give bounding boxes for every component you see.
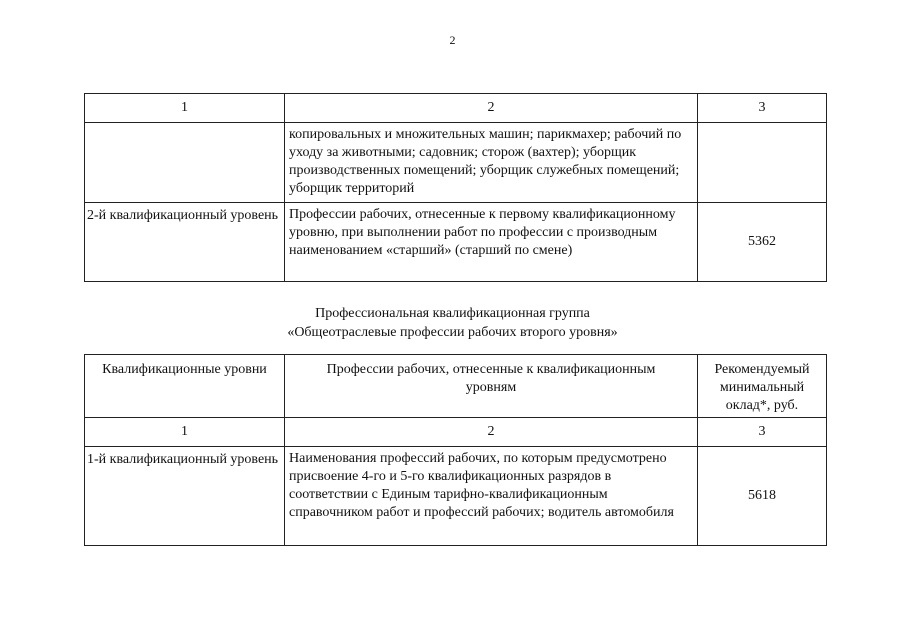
column-number-cell: 2 xyxy=(285,418,698,447)
column-number-cell: 3 xyxy=(698,94,827,123)
table-row xyxy=(85,123,827,203)
description-cell: Наименования профессий рабочих, по которым предусмотрено присвоение 4-го и 5-го квалификационных разрядов в соответствии с Единым тарифно-квалификационным справочником работ и профессий рабочих; водитель автомобиля xyxy=(285,447,698,546)
page-number: 2 xyxy=(449,33,456,47)
header-cell: Рекомендуемый минимальный оклад*, руб. xyxy=(698,355,827,418)
column-number-cell: 1 xyxy=(85,418,285,447)
qualification-table xyxy=(84,354,827,546)
group-heading xyxy=(0,304,905,342)
header-row xyxy=(85,355,827,418)
description-cell: Профессии рабочих, отнесенные к первому квалификационному уровню, при выполнении работ по профессии с производным наименованием «старший» (старший по смене) xyxy=(285,203,698,282)
group-heading-line: «Общеотраслевые профессии рабочих второго уровня» xyxy=(287,325,618,340)
level-cell-empty xyxy=(85,123,285,203)
column-number-cell: 1 xyxy=(85,94,285,123)
column-number-cell: 2 xyxy=(285,94,698,123)
table-row xyxy=(85,203,827,282)
qualification-table-continued xyxy=(84,93,827,282)
header-cell: Профессии рабочих, отнесенные к квалификационным уровням xyxy=(285,355,698,418)
group-heading-line: Профессиональная квалификационная группа xyxy=(315,306,590,321)
salary-cell: 5618 xyxy=(698,447,827,546)
description-cell: копировальных и множительных машин; парикмахер; рабочий по уходу за животными; садовник; сторож (вахтер); уборщик производственных помещений; уборщик служебных помещений; уборщик территорий xyxy=(285,123,698,203)
header-cell: Квалификационные уровни xyxy=(85,355,285,418)
column-number-row xyxy=(85,94,827,123)
level-cell: 2-й квалификационный уровень xyxy=(85,203,285,282)
table-row xyxy=(85,447,827,546)
salary-cell: 5362 xyxy=(698,203,827,282)
column-number-row xyxy=(85,418,827,447)
salary-cell-empty xyxy=(698,123,827,203)
level-cell: 1-й квалификационный уровень xyxy=(85,447,285,546)
column-number-cell: 3 xyxy=(698,418,827,447)
